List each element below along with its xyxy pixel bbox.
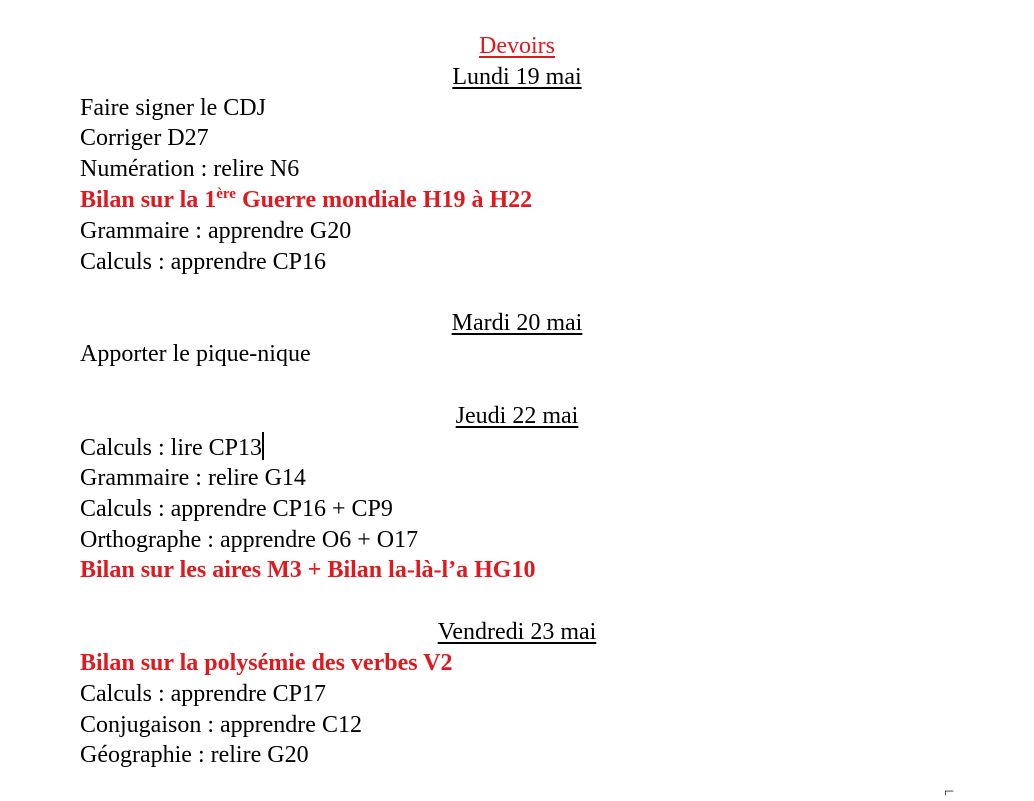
homework-item: Numération : relire N6	[80, 156, 300, 182]
homework-item: Orthographe : apprendre O6 + O17	[80, 527, 419, 553]
homework-item: Apporter le pique-nique	[80, 341, 311, 367]
homework-item-important	[80, 185, 532, 215]
text-cursor	[262, 432, 264, 460]
homework-item: Faire signer le CDJ	[80, 95, 266, 121]
item-text: Bilan sur la 1	[80, 187, 217, 213]
page-corner-mark: ⌐	[944, 781, 955, 801]
homework-item: Corriger D27	[80, 125, 209, 151]
homework-item: Grammaire : relire G14	[80, 465, 306, 491]
item-text: Guerre mondiale H19 à H22	[235, 187, 533, 213]
ordinal-superscript: ère	[216, 186, 236, 202]
item-text: Calculs : lire CP13	[80, 435, 262, 461]
day-heading-mardi: Mardi 20 mai	[451, 310, 583, 336]
day-heading-jeudi: Jeudi 22 mai	[455, 403, 579, 429]
day-heading-vendredi: Vendredi 23 mai	[437, 619, 597, 645]
homework-item: Calculs : apprendre CP17	[80, 681, 326, 707]
homework-item: Grammaire : apprendre G20	[80, 218, 352, 244]
homework-item: Conjugaison : apprendre C12	[80, 712, 362, 738]
document-title: Devoirs	[479, 33, 555, 59]
homework-item[interactable]	[80, 432, 264, 463]
homework-item: Calculs : apprendre CP16 + CP9	[80, 496, 393, 522]
homework-item: Calculs : apprendre CP16	[80, 249, 326, 275]
homework-item-important: Bilan sur les aires M3 + Bilan la-là-l’a HG10	[80, 557, 536, 583]
homework-item: Géographie : relire G20	[80, 742, 309, 768]
day-heading-lundi: Lundi 19 mai	[452, 64, 582, 90]
homework-item-important: Bilan sur la polysémie des verbes V2	[80, 650, 453, 676]
